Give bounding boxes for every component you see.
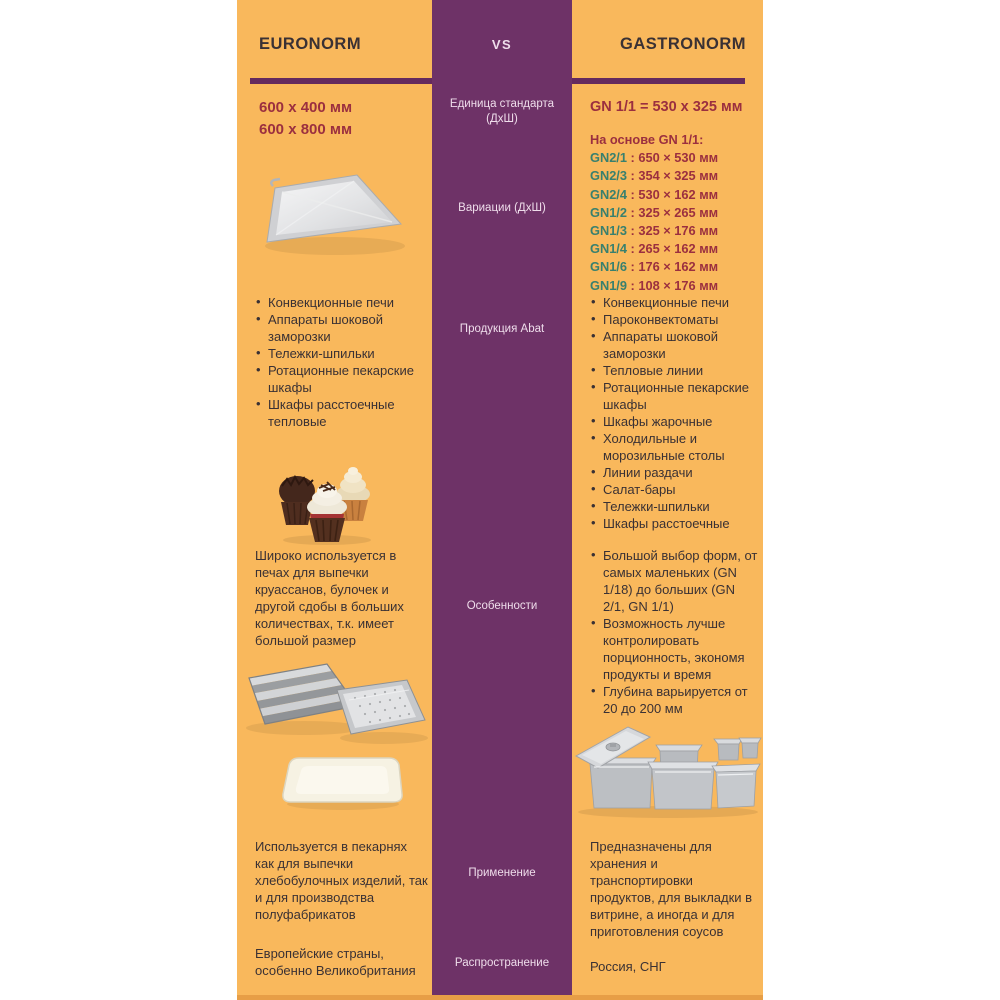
list-item: • Большой выбор форм, от самых маленьких (GN 1/18) до больших (GN 2/1, GN 1/1) xyxy=(590,547,760,615)
category-variations: Вариации (ДхШ) xyxy=(458,202,546,214)
variation-item: GN1/9 : 108 × 176 мм xyxy=(590,277,719,293)
euronorm-title: EURONORM xyxy=(259,35,362,53)
footer-strip xyxy=(237,995,763,1000)
list-item: • Шкафы жарочные xyxy=(590,413,760,430)
vs-label: VS xyxy=(491,37,513,52)
list-item: • Ротационные пекарские шкафы xyxy=(590,379,760,413)
list-item: • Возможность лучше контролировать порционность, экономя продукты и время xyxy=(590,615,760,683)
list-item: • Конвекционные печи xyxy=(590,294,760,311)
list-item: • Салат-бары xyxy=(590,481,760,498)
category-standard-unit-line2: (ДхШ) xyxy=(486,113,518,125)
variation-item: GN2/4 : 530 × 162 мм xyxy=(590,186,719,202)
category-distribution: Распространение xyxy=(454,957,550,969)
variation-item: GN1/4 : 265 × 162 мм xyxy=(590,241,719,257)
category-standard-unit xyxy=(432,97,572,127)
variation-item: GN1/6 : 176 × 162 мм xyxy=(590,259,719,275)
category-features: Особенности xyxy=(466,600,538,612)
variation-item: GN1/2 : 325 × 265 мм xyxy=(590,204,719,220)
euronorm-features-text: Широко используется в печах для выпечки круассанов, булочек и другой сдобы в больших количествах, т.к. имеет большой размер xyxy=(255,548,404,648)
variation-item: GN2/1 : 650 × 530 мм xyxy=(590,150,719,166)
gastronorm-base-dimension: GN 1/1 = 530 x 325 мм xyxy=(590,99,743,115)
list-item: • Шкафы расстоечные тепловые xyxy=(255,396,429,430)
gastronorm-features-list xyxy=(590,547,760,717)
euronorm-distribution-text: Европейские страны, особенно Великобритания xyxy=(255,946,416,978)
gastronorm-title: GASTRONORM xyxy=(620,35,746,53)
variations-intro: На основе GN 1/1: xyxy=(590,132,704,147)
list-item: • Линии раздачи xyxy=(590,464,760,481)
euronorm-application-text: Используется в пекарнях как для выпечки хлебобулочных изделий, так и для производства полуфабрикатов xyxy=(255,839,428,922)
variation-item: GN2/3 : 354 × 325 мм xyxy=(590,168,719,184)
euronorm-divider xyxy=(250,78,432,84)
comparison-infographic xyxy=(237,0,763,1000)
text-line: 600 x 800 мм xyxy=(259,121,353,138)
text-line: 600 x 400 мм xyxy=(259,99,353,116)
list-item: • Конвекционные печи xyxy=(255,294,429,311)
gastronorm-divider xyxy=(572,78,745,84)
list-item: • Тепловые линии xyxy=(590,362,760,379)
variation-item: GN1/3 : 325 × 176 мм xyxy=(590,223,719,239)
list-item: • Холодильные и морозильные столы xyxy=(590,430,760,464)
gastronorm-distribution-text: Россия, СНГ xyxy=(590,959,666,974)
category-column-background xyxy=(432,0,572,995)
variations-list xyxy=(590,149,718,295)
category-standard-unit-line1: Единица стандарта xyxy=(449,98,555,110)
list-item: • Аппараты шоковой заморозки xyxy=(255,311,429,345)
euronorm-products-list xyxy=(255,294,429,430)
list-item: • Ротационные пекарские шкафы xyxy=(255,362,429,396)
list-item: • Пароконвектоматы xyxy=(590,311,760,328)
list-item: • Аппараты шоковой заморозки xyxy=(590,328,760,362)
gastronorm-variations xyxy=(590,131,718,295)
list-item: • Тележки-шпильки xyxy=(255,345,429,362)
gastronorm-products-list xyxy=(590,294,760,532)
category-products: Продукция Abat xyxy=(459,323,545,335)
list-item: • Шкафы расстоечные xyxy=(590,515,760,532)
euronorm-dimensions xyxy=(259,97,352,141)
category-application: Применение xyxy=(468,867,536,879)
list-item: • Тележки-шпильки xyxy=(590,498,760,515)
gastronorm-application-text: Предназначены для хранения и транспортировки продуктов, для выкладки в витрине, а иногда и для приготовления соусов xyxy=(590,839,753,939)
list-item: • Глубина варьируется от 20 до 200 мм xyxy=(590,683,760,717)
